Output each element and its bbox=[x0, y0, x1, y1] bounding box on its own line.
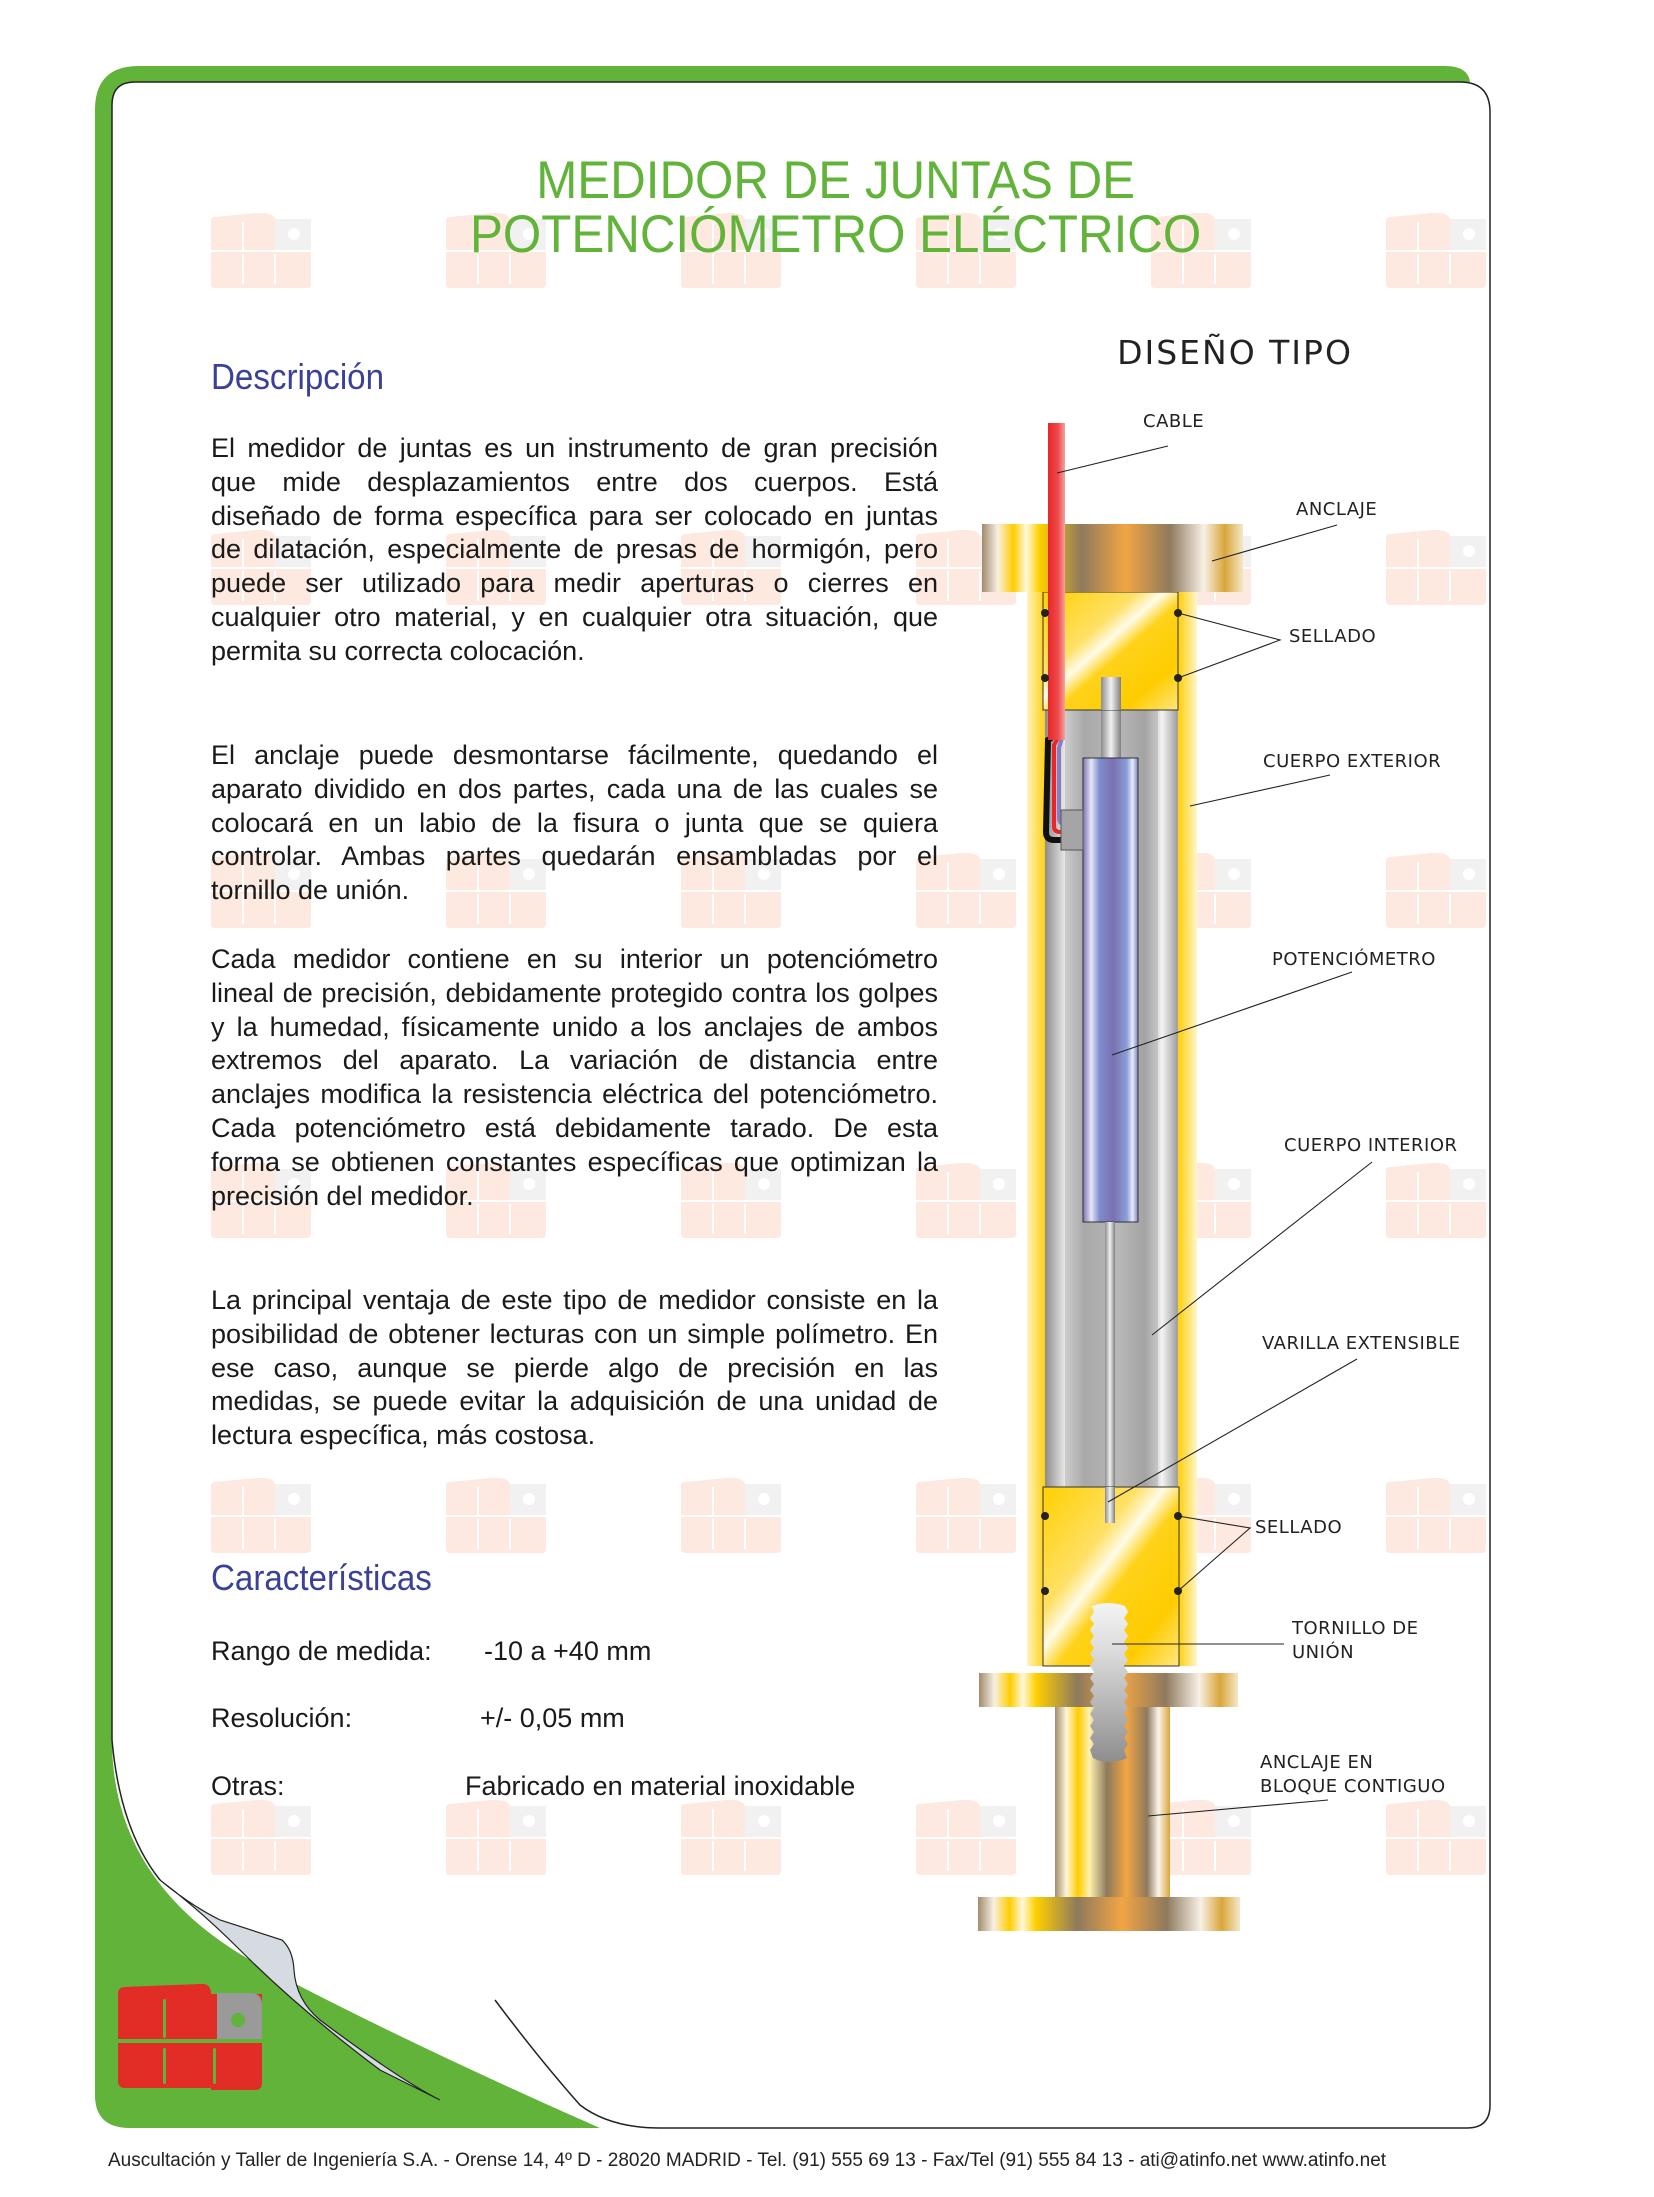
watermark-logo-icon bbox=[1386, 853, 1486, 928]
description-paragraph-4: La principal ventaja de este tipo de medidor consiste en la posibilidad de obtener lecturas con un simple polímetro. En ese caso, aunque se pierde algo de precisión en las medidas, se puede evitar la adquisición de una unidad de lectura específica, más costosa. bbox=[211, 1285, 938, 1451]
label-potenciometro: POTENCIÓMETRO bbox=[1272, 949, 1436, 970]
title-line-1: MEDIDOR DE JUNTAS DE bbox=[536, 151, 1136, 210]
watermark-logo-icon bbox=[681, 1478, 781, 1553]
spec-value: Fabricado en material inoxidable bbox=[465, 1771, 856, 1801]
description-paragraph-2: El anclaje puede desmontarse fácilmente, quedando el aparato dividido en dos partes, cada una de las cuales se colocará en un labio de la fisura o junta que se quiera controlar. Ambas partes quedarán ensambladas por el tornillo de unión. bbox=[211, 740, 938, 906]
watermark-logo-icon bbox=[1386, 1800, 1486, 1875]
spec-label: Rango de medida: bbox=[211, 1636, 432, 1666]
description-paragraph-1: El medidor de juntas es un instrumento de gran precisión que mide desplazamientos entre dos cuerpos. Está diseñado de forma específica para ser colocado en juntas de dilatación, especialmente de presas de hormigón, pero puede ser utilizado para medir aperturas o cierres en cualquier otro material, y en cualquier otra situación, que permita su correcta colocación. bbox=[211, 433, 938, 666]
description-heading: Descripción bbox=[211, 356, 385, 397]
label-anclaje-bloque-line2: BLOQUE CONTIGUO bbox=[1260, 1776, 1446, 1797]
label-tornillo-line1: TORNILLO DE bbox=[1292, 1618, 1419, 1639]
label-cuerpo-exterior: CUERPO EXTERIOR bbox=[1263, 751, 1442, 772]
label-tornillo-line2: UNIÓN bbox=[1292, 1642, 1355, 1663]
label-cable: CABLE bbox=[1143, 411, 1205, 432]
watermark-logo-icon bbox=[446, 1478, 546, 1553]
label-anclaje: ANCLAJE bbox=[1296, 499, 1378, 520]
label-anclaje-bloque-line1: ANCLAJE EN bbox=[1260, 1752, 1374, 1773]
watermark-logo-icon bbox=[1386, 1163, 1486, 1238]
watermark-logo-icon bbox=[681, 1800, 781, 1875]
watermark-logo-icon bbox=[1386, 530, 1486, 605]
potentiometer bbox=[1083, 758, 1138, 1222]
page-panel-left-edge bbox=[112, 82, 160, 1880]
label-cuerpo-interior: CUERPO INTERIOR bbox=[1284, 1135, 1458, 1156]
diagram-title: DISEÑO TIPO bbox=[1117, 333, 1353, 372]
company-logo-icon bbox=[118, 1984, 262, 2090]
spec-label: Otras: bbox=[211, 1771, 285, 1801]
watermark-logo-icon bbox=[1386, 1478, 1486, 1553]
spec-label: Resolución: bbox=[211, 1703, 353, 1733]
title-line-2: POTENCIÓMETRO ELÉCTRICO bbox=[470, 205, 1202, 264]
bottom-anchor bbox=[978, 1897, 1240, 1931]
label-sellado-bottom: SELLADO bbox=[1255, 1517, 1343, 1538]
watermark-logo-icon bbox=[211, 1800, 311, 1875]
watermark-logo-icon bbox=[446, 1800, 546, 1875]
watermark-logo-icon bbox=[916, 1800, 1016, 1875]
footer-contact: Auscultación y Taller de Ingeniería S.A. - Orense 14, 4º D - 28020 MADRID - Tel. (91) 555 69 13 - Fax/Tel (91) 555 84 13 - ati@atinfo.net www.atinfo.net bbox=[108, 2150, 1387, 2171]
spec-value: +/- 0,05 mm bbox=[480, 1703, 625, 1733]
characteristics-heading: Características bbox=[211, 1557, 432, 1598]
label-sellado-top: SELLADO bbox=[1289, 626, 1377, 647]
watermark-logo-icon bbox=[916, 1478, 1016, 1553]
label-varilla-extensible: VARILLA EXTENSIBLE bbox=[1262, 1333, 1461, 1354]
description-paragraph-3: Cada medidor contiene en su interior un potenciómetro lineal de precisión, debidamente protegido contra los golpes y la humedad, físicamente unido a los anclajes de ambos extremos del aparato. La variación de distancia entre anclajes modifica la resistencia eléctrica del potenciómetro. Cada potenciómetro está debidamente tarado. De esta forma se obtienen constantes específicas que optimizan la precisión del medidor. bbox=[211, 944, 938, 1211]
instrument-diagram bbox=[978, 423, 1372, 1931]
joint-screw bbox=[1090, 1603, 1128, 1762]
watermark-logo-icon bbox=[211, 1478, 311, 1553]
extensible-rod bbox=[1105, 1222, 1115, 1522]
top-anchor bbox=[982, 524, 1243, 592]
spec-value: -10 a +40 mm bbox=[484, 1636, 652, 1666]
